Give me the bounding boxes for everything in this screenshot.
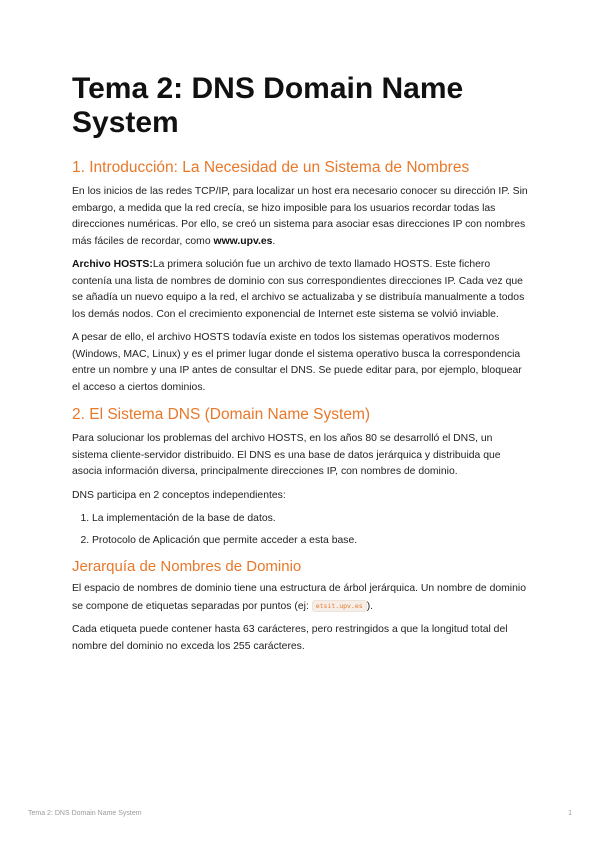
page-footer <box>28 810 572 817</box>
paragraph-intro <box>72 184 528 250</box>
paragraph-hosts <box>72 257 528 323</box>
paragraph-jerarquia-end: ). <box>366 600 374 612</box>
footer-title: Tema 2: DNS Domain Name System <box>28 810 142 817</box>
paragraph-dns: Para solucionar los problemas del archivo HOSTS, en los años 80 se desarrolló el DNS, un sistema cliente-servidor distribuido. El DNS es una base de datos jerárquica y distribuida que asocia información diversa, principalmente direcciones IP, con nombres de dominio. <box>72 433 501 477</box>
subsection-heading-jerarquia: Jerarquía de Nombres de Dominio <box>72 558 302 575</box>
list-item: 1. La implementación de la base de datos. <box>92 511 528 528</box>
dns-concepts-list <box>72 511 528 549</box>
paragraph-intro-end: . <box>272 235 276 247</box>
hosts-label: Archivo HOSTS: <box>72 259 153 270</box>
paragraph-jerarquia <box>72 581 528 615</box>
page-number: 1 <box>568 810 572 817</box>
page-title: Tema 2: DNS Domain Name System <box>72 72 464 139</box>
paragraph-dns-concepts: DNS participa en 2 conceptos independientes: <box>72 489 286 501</box>
inline-code-domain: etsit.upv.es <box>312 600 367 612</box>
example-domain: www.upv.es <box>213 235 273 247</box>
section-heading-introduccion: 1. Introducción: La Necesidad de un Sistema de Nombres <box>72 159 470 176</box>
paragraph-intro-text: En los inicios de las redes TCP/IP, para localizar un host era necesario conocer su dirección IP. Sin embargo, a medida que la red crecía, se hizo imposible para los usuarios recordar todas las direcciones numéricas. Por ello, se creó un sistema para asociar esas direcciones IP con nombres más fáciles de recordar, como <box>72 186 528 247</box>
paragraph-etiquetas: Cada etiqueta puede contener hasta 63 carácteres, pero restringidos a que la longitud total del nombre del dominio no exceda los 255 carácteres. <box>72 624 508 652</box>
paragraph-hosts-text: La primera solución fue un archivo de texto llamado HOSTS. Este fichero contenía una lista de nombres de dominio con sus correspondientes direcciones IP. Cada vez que se añadía un nuevo equipo a la red, el archivo se actualizaba y se distribuía manualmente a todos los demás nodos. Con el crecimiento exponencial de Internet este sistema se volvió inviable. <box>72 259 525 320</box>
list-item: 2. Protocolo de Aplicación que permite acceder a esta base. <box>92 533 528 550</box>
section-heading-dns: 2. El Sistema DNS (Domain Name System) <box>72 406 371 423</box>
paragraph-jerarquia-text: El espacio de nombres de dominio tiene una estructura de árbol jerárquica. Un nombre de dominio se compone de etiquetas separadas por puntos (ej: <box>72 583 526 612</box>
paragraph-hosts-today: A pesar de ello, el archivo HOSTS todavía existe en todos los sistemas operativos modernos (Windows, MAC, Linux) y es el primer lugar donde el sistema operativo busca la correspondencia entre un nombre y una IP antes de consultar el DNS. Se puede editar para, por ejemplo, bloquear el acceso a ciertos dominios. <box>72 332 522 393</box>
document-page <box>72 72 528 662</box>
